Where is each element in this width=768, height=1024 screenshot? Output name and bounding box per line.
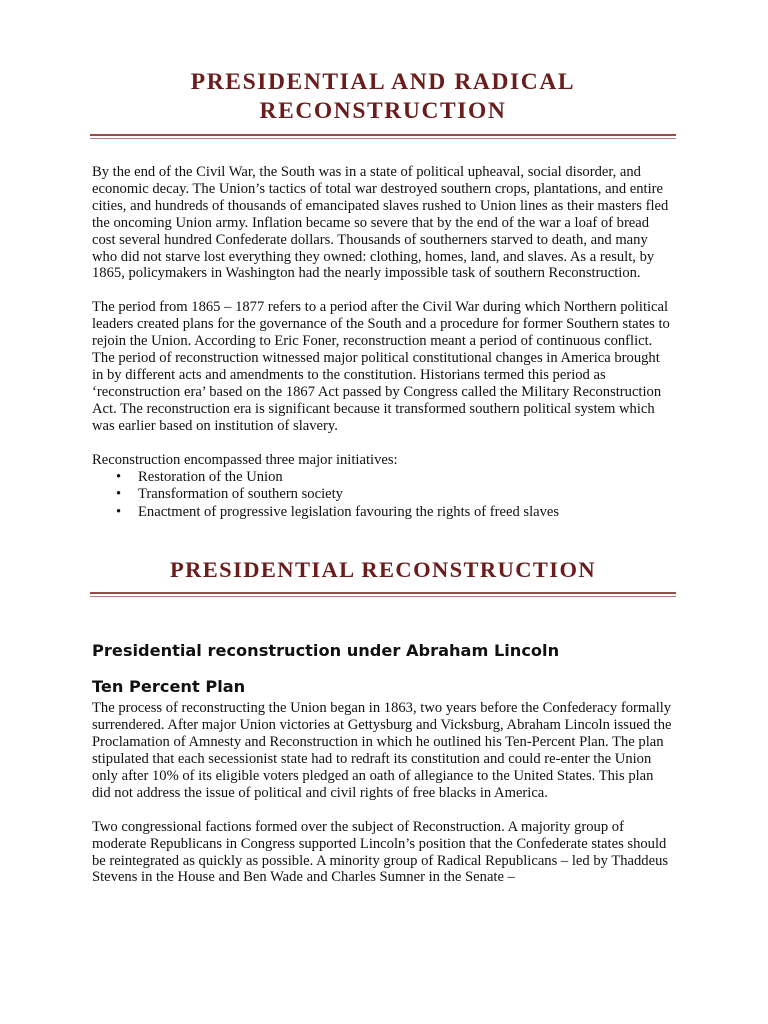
subheading-lincoln: Presidential reconstruction under Abraham Lincoln bbox=[92, 641, 560, 661]
list-item bbox=[92, 486, 674, 504]
subheading-ten-percent-plan: Ten Percent Plan bbox=[92, 677, 246, 697]
list-item bbox=[92, 504, 674, 522]
section-title: PRESIDENTIAL RECONSTRUCTION bbox=[169, 557, 596, 583]
list-item-text: Transformation of southern society bbox=[138, 486, 343, 503]
initiatives-intro: Reconstruction encompassed three major initiatives: bbox=[92, 451, 398, 468]
ten-percent-paragraph: The process of reconstructing the Union began in 1863, two years before the Confederacy formally surrendered. After major Union victories at Gettysburg and Vicksburg, Abraham Lincoln issued the Proclamation of Amnesty and Reconstruction in which he outlined his Ten-Percent Plan. The plan stipulated that each secessionist state had to redraft its constitution and could re-enter the Union only after 10% of its eligible voters pledged an oath of allegiance to the United States. This plan did not address the issue of political and civil rights of free blacks in America. bbox=[92, 700, 672, 801]
page-title-line-2: RECONSTRUCTION bbox=[259, 98, 507, 124]
list-item-text: Restoration of the Union bbox=[138, 468, 283, 485]
list-item-text: Enactment of progressive legislation favouring the rights of freed slaves bbox=[138, 503, 560, 520]
page-title bbox=[92, 68, 674, 126]
intro-paragraph: By the end of the Civil War, the South was in a state of political upheaval, social disorder, and economic decay. The Union’s tactics of total war destroyed southern crops, plantations, and entire cities, and hundreds of thousands of emancipated slaves rushed to Union lines as their masters fled the oncoming Union army. Inflation became so severe that by the end of the war a loaf of bread cost several hundred Confederate dollars. Thousands of southerners starved to death, and many who did not starve lost everything they owned: clothing, homes, land, and slaves. As a result, by 1865, policymakers in Washington had the nearly impossible task of southern Reconstruction. bbox=[92, 164, 669, 282]
section-divider bbox=[90, 592, 676, 598]
bullet-icon: • bbox=[116, 468, 122, 485]
factions-paragraph: Two congressional factions formed over the subject of Reconstruction. A majority group of moderate Republicans in Congress supported Lincoln’s position that the Confederate states should be reintegrated as quickly as possible. A minority group of Radical Republicans – led by Thaddeus Stevens in the House and Ben Wade and Charles Sumner in the Senate – bbox=[92, 818, 669, 886]
bullet-icon: • bbox=[116, 486, 122, 503]
bullet-icon: • bbox=[116, 503, 122, 520]
list-item bbox=[92, 469, 674, 487]
title-divider bbox=[90, 134, 676, 140]
document-page bbox=[92, 0, 674, 886]
period-paragraph: The period from 1865 – 1877 refers to a period after the Civil War during which Northern political leaders created plans for the governance of the South and a procedure for former Southern states to rejoin the Union. According to Eric Foner, reconstruction meant a period of continuous conflict. The period of reconstruction witnessed major political constitutional changes in America brought in by different acts and amendments to the constitution. Historians termed this period as ‘reconstruction era’ based on the 1867 Act passed by Congress called the Military Reconstruction Act. The reconstruction era is significant because it transformed southern political system which was earlier based on institution of slavery. bbox=[92, 299, 670, 434]
initiatives-list bbox=[92, 469, 674, 522]
page-title-line-1: PRESIDENTIAL AND RADICAL bbox=[190, 69, 576, 95]
